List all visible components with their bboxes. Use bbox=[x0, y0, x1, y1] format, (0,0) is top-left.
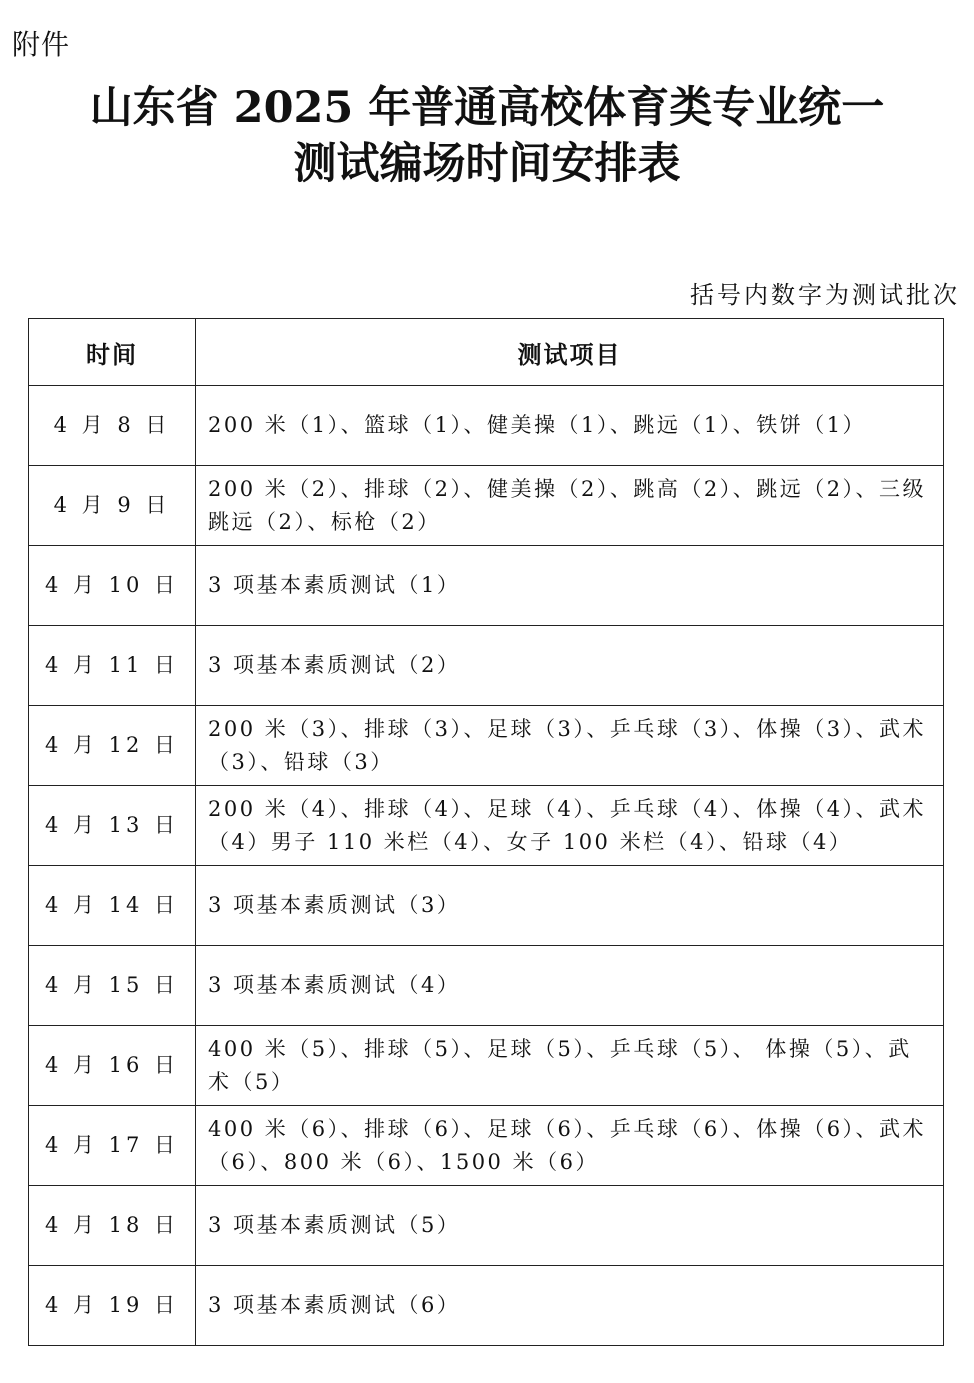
items-cell: 3 项基本素质测试（2） bbox=[196, 626, 944, 706]
table-row bbox=[29, 946, 944, 1026]
table-row bbox=[29, 546, 944, 626]
date-cell: 4 月 19 日 bbox=[29, 1266, 196, 1346]
date-cell: 4 月 12 日 bbox=[29, 706, 196, 786]
table-row bbox=[29, 786, 944, 866]
date-cell: 4 月 17 日 bbox=[29, 1106, 196, 1186]
items-cell: 200 米（2）、排球（2）、健美操（2）、跳高（2）、跳远（2）、三级跳远（2）、标枪（2） bbox=[196, 466, 944, 546]
table-row bbox=[29, 1186, 944, 1266]
table-row bbox=[29, 1266, 944, 1346]
date-cell: 4 月 11 日 bbox=[29, 626, 196, 706]
column-header-time: 时间 bbox=[29, 319, 196, 386]
items-cell: 3 项基本素质测试（4） bbox=[196, 946, 944, 1026]
title-line-2: 测试编场时间安排表 bbox=[293, 139, 681, 189]
table-row bbox=[29, 466, 944, 546]
date-cell: 4 月 10 日 bbox=[29, 546, 196, 626]
items-cell: 200 米（3）、排球（3）、足球（3）、乒乓球（3）、体操（3）、武术（3）、铅球（3） bbox=[196, 706, 944, 786]
items-cell: 200 米（4）、排球（4）、足球（4）、乒乓球（4）、体操（4）、武术（4）男子 110 米栏（4）、女子 100 米栏（4）、铅球（4） bbox=[196, 786, 944, 866]
date-cell: 4 月 13 日 bbox=[29, 786, 196, 866]
table-header-row bbox=[29, 319, 944, 386]
items-cell: 3 项基本素质测试（6） bbox=[196, 1266, 944, 1346]
date-cell: 4 月 15 日 bbox=[29, 946, 196, 1026]
date-cell: 4 月 14 日 bbox=[29, 866, 196, 946]
items-cell: 200 米（1）、篮球（1）、健美操（1）、跳远（1）、铁饼（1） bbox=[196, 386, 944, 466]
batch-note: 括号内数字为测试批次 bbox=[690, 281, 960, 309]
items-cell: 400 米（5）、排球（5）、足球（5）、乒乓球（5）、 体操（5）、武术（5） bbox=[196, 1026, 944, 1106]
items-cell: 3 项基本素质测试（1） bbox=[196, 546, 944, 626]
date-cell: 4 月 16 日 bbox=[29, 1026, 196, 1106]
column-header-items: 测试项目 bbox=[196, 319, 944, 386]
date-cell: 4 月 9 日 bbox=[29, 466, 196, 546]
table-row bbox=[29, 1106, 944, 1186]
attachment-label: 附件 bbox=[12, 28, 71, 61]
table-row bbox=[29, 1026, 944, 1106]
schedule-table bbox=[28, 318, 944, 1346]
items-cell: 3 项基本素质测试（3） bbox=[196, 866, 944, 946]
items-cell: 400 米（6）、排球（6）、足球（6）、乒乓球（6）、体操（6）、武术（6）、800 米（6）、1500 米（6） bbox=[196, 1106, 944, 1186]
items-cell: 3 项基本素质测试（5） bbox=[196, 1186, 944, 1266]
title-line-1: 山东省 2025 年普通高校体育类专业统一 bbox=[89, 83, 885, 133]
table-row bbox=[29, 866, 944, 946]
date-cell: 4 月 18 日 bbox=[29, 1186, 196, 1266]
page-title bbox=[0, 80, 974, 192]
table-row bbox=[29, 626, 944, 706]
table-row bbox=[29, 706, 944, 786]
date-cell: 4 月 8 日 bbox=[29, 386, 196, 466]
table-row bbox=[29, 386, 944, 466]
